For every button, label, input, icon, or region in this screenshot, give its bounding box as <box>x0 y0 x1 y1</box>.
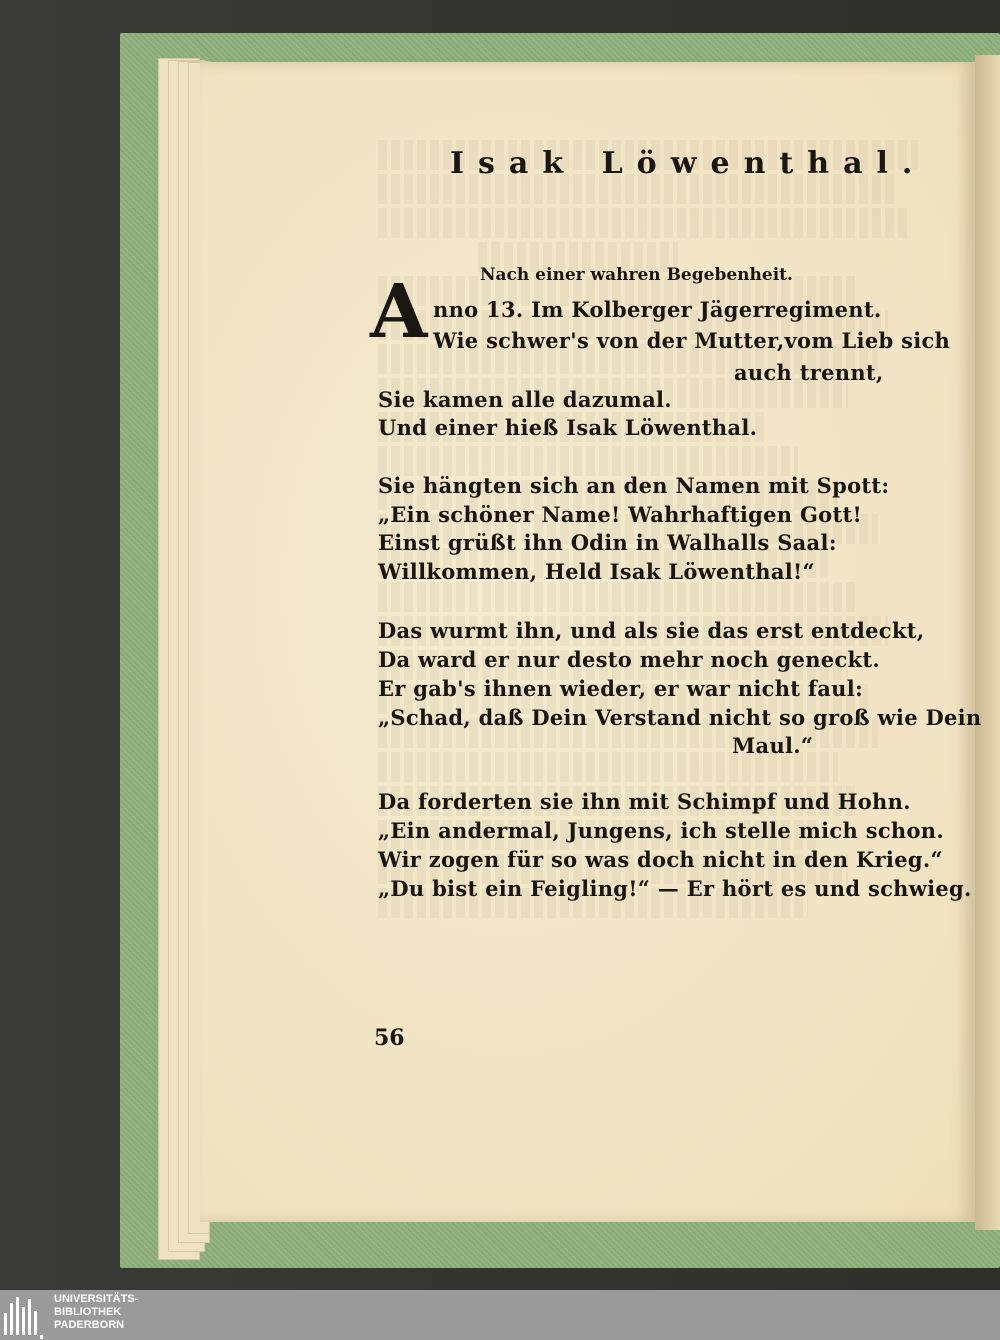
verse-line: Willkommen, Held Isak Löwenthal!“ <box>378 559 815 584</box>
verse-line: Da forderten sie ihn mit Schimpf und Hohn. <box>378 789 911 814</box>
poem-subtitle: Nach einer wahren Begebenheit. <box>480 265 793 285</box>
verse-line: Da ward er nur desto mehr noch geneckt. <box>378 647 880 672</box>
verse-line: „Schad, daß Dein Verstand nicht so groß wie Dein <box>378 705 982 730</box>
library-footer <box>0 1290 1000 1340</box>
verse-line: Sie hängten sich an den Namen mit Spott: <box>378 473 890 498</box>
drop-cap: A <box>370 269 428 355</box>
library-name-line: PADERBORN <box>54 1319 125 1331</box>
verse-line: Und einer hieß Isak Löwenthal. <box>378 415 758 440</box>
verse-line: Wir zogen für so was doch nicht in den Krieg.“ <box>378 847 943 872</box>
verse-line: Maul.“ <box>732 733 814 758</box>
verse-line: Einst grüßt ihn Odin in Walhalls Saal: <box>378 530 837 555</box>
verse-line: Wie schwer's von der Mutter,vom Lieb sich <box>433 328 951 353</box>
verse-line: auch trennt, <box>734 360 884 385</box>
verse-line: Er gab's ihnen wieder, er war nicht faul: <box>378 676 864 701</box>
library-name <box>54 1293 138 1332</box>
page-number: 56 <box>374 1025 405 1051</box>
library-barcode-logo-icon <box>4 1295 44 1335</box>
verse-line: nno 13. Im Kolberger Jägerregiment. <box>433 297 882 322</box>
verse-line: Sie kamen alle dazumal. <box>378 387 672 412</box>
library-name-line: BIBLIOTHEK <box>54 1306 122 1318</box>
library-name-line: UNIVERSITÄTS- <box>54 1293 139 1305</box>
verse-line: „Ein andermal, Jungens, ich stelle mich schon. <box>378 818 944 843</box>
verse-line: „Du bist ein Feigling!“ — Er hört es und schwieg. <box>378 876 972 901</box>
verse-line: Das wurmt ihn, und als sie das erst entdeckt, <box>378 618 925 643</box>
verse-line: „Ein schöner Name! Wahrhaftigen Gott! <box>378 502 863 527</box>
poem-title: Isak Löwenthal. <box>450 146 927 181</box>
